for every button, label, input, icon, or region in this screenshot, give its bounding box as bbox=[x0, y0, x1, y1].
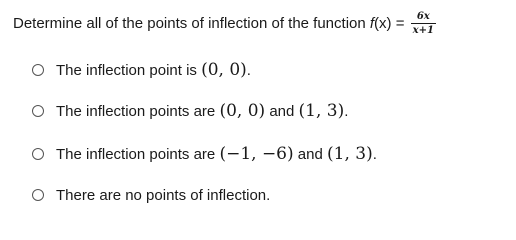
function-argument: (x) = bbox=[374, 15, 409, 32]
fraction-numerator: 6x bbox=[411, 11, 436, 24]
option-2-lead: The inflection points are bbox=[56, 103, 220, 120]
function-name: f bbox=[369, 15, 375, 32]
answer-option-2[interactable] bbox=[32, 98, 348, 124]
answer-option-3[interactable] bbox=[32, 141, 377, 167]
question-prefix: Determine all of the points of inflection of the function bbox=[13, 15, 370, 32]
option-2-label[interactable] bbox=[56, 101, 348, 121]
radio-button-2[interactable] bbox=[32, 105, 44, 117]
option-1-tail: . bbox=[246, 62, 251, 79]
option-3-tail: . bbox=[372, 146, 377, 163]
answer-option-1[interactable] bbox=[32, 57, 251, 83]
option-3-point-b: (1, 3) bbox=[327, 144, 373, 164]
option-1-label[interactable] bbox=[56, 60, 251, 80]
radio-button-1[interactable] bbox=[32, 64, 44, 76]
radio-button-4[interactable] bbox=[32, 189, 44, 201]
option-1-point-a: (0, 0) bbox=[201, 60, 247, 80]
option-3-mid: and bbox=[293, 146, 328, 163]
answer-option-4[interactable] bbox=[32, 182, 270, 208]
option-1-lead: The inflection point is bbox=[56, 62, 202, 79]
option-2-point-b: (1, 3) bbox=[298, 101, 345, 121]
option-2-mid: and bbox=[265, 103, 299, 120]
option-3-lead: The inflection points are bbox=[56, 146, 220, 163]
option-3-point-a: (−1, −6) bbox=[219, 144, 294, 164]
fraction-denominator: x+1 bbox=[412, 24, 434, 36]
option-2-point-a: (0, 0) bbox=[219, 101, 266, 121]
option-4-lead: There are no points of inflection. bbox=[56, 186, 271, 204]
radio-button-3[interactable] bbox=[32, 148, 44, 160]
option-2-tail: . bbox=[344, 103, 349, 120]
option-3-label[interactable] bbox=[56, 144, 377, 164]
option-4-label[interactable] bbox=[56, 187, 270, 204]
